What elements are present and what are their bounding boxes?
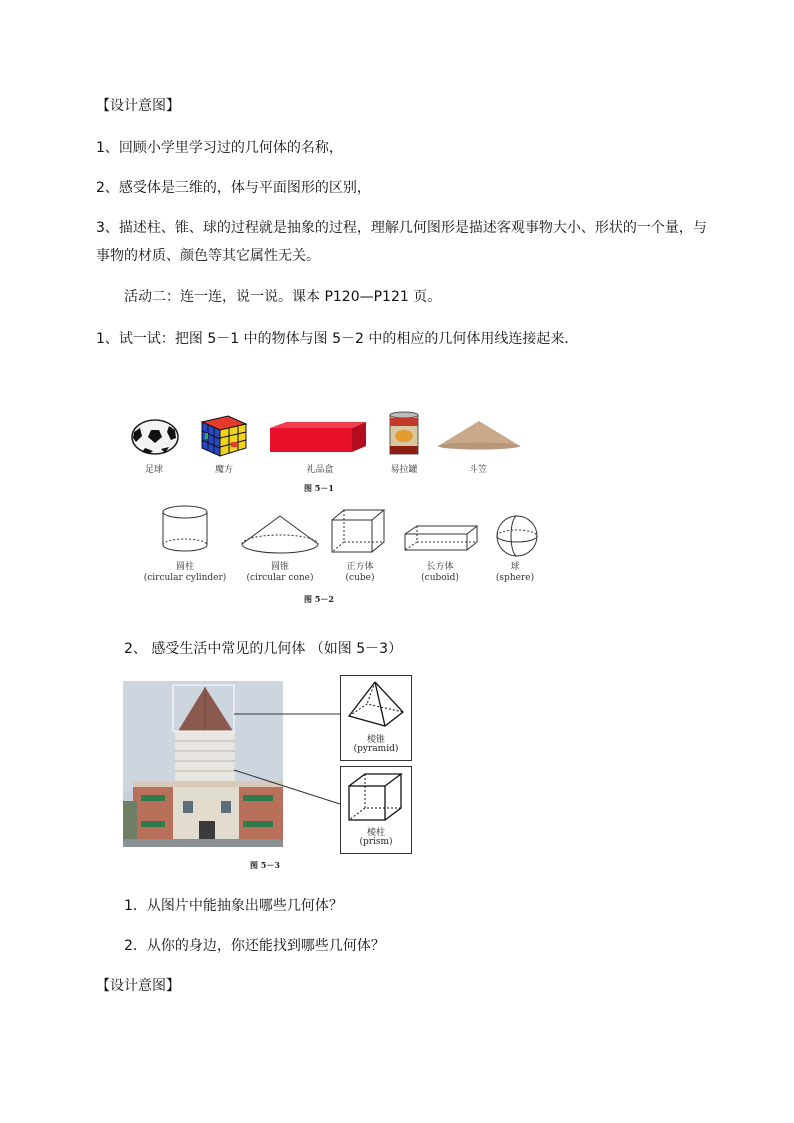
question-1: 1．从图片中能抽象出哪些几何体？ xyxy=(124,898,343,914)
activity-line: 活动二：连一连，说一说。课本 P120—P121 页。 xyxy=(124,289,442,305)
section-heading-2: 【设计意图】 xyxy=(96,978,180,994)
object-label-hat: 斗笠 xyxy=(468,465,487,475)
figure-caption-5-3: 图 5－3 xyxy=(250,860,280,870)
cuboid-icon xyxy=(403,524,479,552)
solid-en-cylinder: (circular cylinder) xyxy=(143,573,227,583)
solid-name-cone: 圆锥 xyxy=(270,562,289,572)
solid-name-cylinder: 圆柱 xyxy=(175,562,194,572)
object-label-cube: 魔方 xyxy=(214,465,233,475)
solid-en-cube: (cube) xyxy=(345,573,375,583)
intent-item-2: 2、感受体是三维的，体与平面图形的区别， xyxy=(96,180,371,196)
solid-name-sphere: 球 xyxy=(510,562,520,572)
pyramid-icon xyxy=(345,680,407,728)
prism-box xyxy=(340,766,412,854)
solid-en-cone: (circular cone) xyxy=(246,573,314,583)
pyramid-box xyxy=(340,675,412,761)
gift-box-image xyxy=(268,420,368,454)
cone-icon xyxy=(240,514,320,556)
solid-name-cube: 正方体 xyxy=(346,562,374,572)
cube-icon xyxy=(330,508,386,554)
solid-en-cuboid: (cuboid) xyxy=(421,573,459,583)
object-label-soccer: 足球 xyxy=(144,465,163,475)
pyramid-name: 棱锥 xyxy=(366,735,385,745)
cylinder-icon xyxy=(160,505,210,553)
soccer-ball-image xyxy=(131,418,179,456)
figure-caption-5-2: 图 5－2 xyxy=(304,594,334,604)
intent-item-3: 3、描述柱、锥、球的过程就是抽象的过程，理解几何图形是描述客观事物大小、形状的一个量，与 xyxy=(96,220,707,236)
prism-name: 棱柱 xyxy=(366,828,385,838)
solid-name-cuboid: 长方体 xyxy=(426,562,454,572)
sphere-icon xyxy=(495,514,539,558)
rubiks-cube-image xyxy=(198,414,250,458)
object-label-giftbox: 礼品盒 xyxy=(306,465,334,475)
bamboo-hat-image xyxy=(436,420,522,450)
section-heading: 【设计意图】 xyxy=(96,98,180,114)
item2-line: 2、 感受生活中常见的几何体 （如图 5－3） xyxy=(124,641,403,657)
prism-en: (prism) xyxy=(359,837,393,847)
question-2: 2．从你的身边，你还能找到哪些几何体？ xyxy=(124,938,385,954)
try-line: 1、试一试：把图 5－1 中的物体与图 5－2 中的相应的几何体用线连接起来． xyxy=(96,331,579,347)
prism-icon xyxy=(347,772,405,822)
solid-en-sphere: (sphere) xyxy=(495,573,535,583)
connector-lines xyxy=(234,700,344,810)
intent-item-3-cont: 事物的材质、颜色等其它属性无关。 xyxy=(96,248,320,264)
object-label-can: 易拉罐 xyxy=(390,465,418,475)
intent-item-1: 1、回顾小学里学习过的几何体的名称， xyxy=(96,140,343,156)
figure-caption-5-1: 图 5－1 xyxy=(304,483,334,493)
can-image xyxy=(389,412,419,456)
pyramid-en: (pyramid) xyxy=(353,744,399,754)
